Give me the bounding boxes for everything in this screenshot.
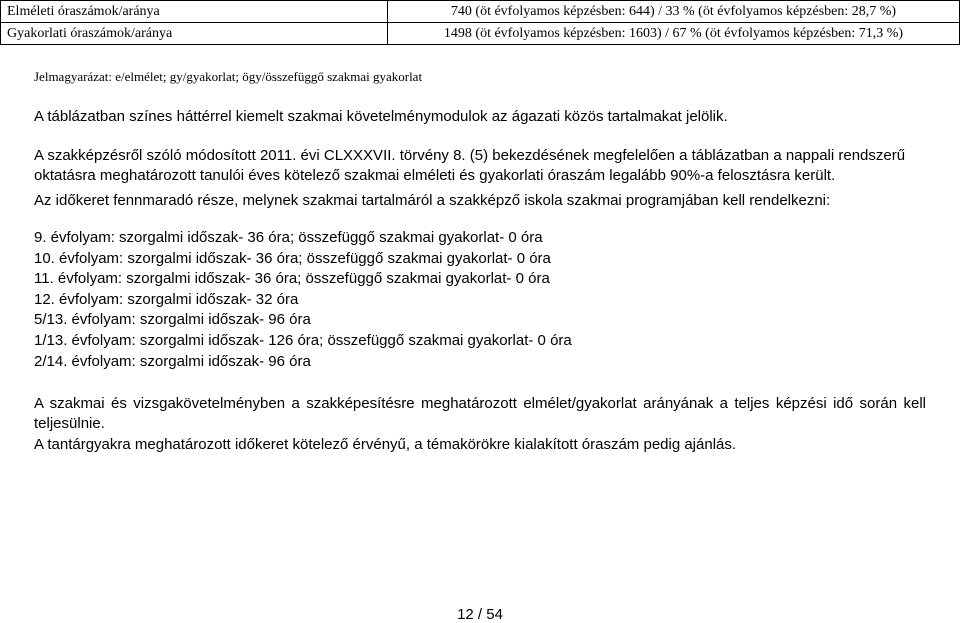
law-note-rest: (5) bekezdésének megfelelően a táblázatban a nappali rendszerű oktatásra meghatározott tanulói éves kötelező szakmai elméleti és gyakorlati óraszám legalább 90%-a felosztásra került. bbox=[34, 147, 906, 184]
table-row bbox=[1, 23, 960, 45]
table-row bbox=[1, 1, 960, 23]
theory-ratio-value: 740 (öt évfolyamos képzésben: 644) / 33 % (öt évfolyamos képzésben: 28,7 %) bbox=[388, 1, 960, 23]
practice-ratio-label: Gyakorlati óraszámok/aránya bbox=[1, 23, 388, 45]
law-note-prefix: A szakképzésről szóló módosított 2011. évi CLXXXVII. törvény 8. bbox=[34, 147, 466, 164]
list-item: 11. évfolyam: szorgalmi időszak- 36 óra; összefüggő szakmai gyakorlat- 0 óra bbox=[34, 270, 550, 288]
list-item: 2/14. évfolyam: szorgalmi időszak- 96 óra bbox=[34, 352, 311, 370]
page-number: 12 / 54 bbox=[457, 606, 503, 623]
legend-text: Jelmagyarázat: e/elmélet; gy/gyakorlat; ögy/összefüggő szakmai gyakorlat bbox=[34, 69, 423, 84]
list-item: 1/13. évfolyam: szorgalmi időszak- 126 óra; összefüggő szakmai gyakorlat- 0 óra bbox=[34, 331, 572, 349]
summary-paragraph: A szakmai és vizsgakövetelményben a szakképesítésre meghatározott elmélet/gyakorlat arányának a teljes képzési idő során kell teljesülnie. bbox=[34, 395, 926, 432]
law-note bbox=[34, 146, 926, 186]
theory-ratio-label: Elméleti óraszámok/aránya bbox=[1, 1, 388, 23]
list-item: 5/13. évfolyam: szorgalmi időszak- 96 óra bbox=[34, 311, 311, 329]
colored-modules-note: A táblázatban színes háttérrel kiemelt szakmai követelménymodulok az ágazati közös tartalmakat jelölik. bbox=[34, 108, 728, 125]
list-item: 9. évfolyam: szorgalmi időszak- 36 óra; összefüggő szakmai gyakorlat- 0 óra bbox=[34, 229, 543, 246]
summary-paragraph-2: A tantárgyakra meghatározott időkeret kötelező érvényű, a témakörökre kialakított óraszám pedig ajánlás. bbox=[34, 436, 737, 453]
remaining-time-note: Az időkeret fennmaradó része, melynek szakmai tartalmáról a szakképző iskola szakmai programjában kell rendelkezni: bbox=[34, 192, 831, 209]
list-item: 10. évfolyam: szorgalmi időszak- 36 óra; összefüggő szakmai gyakorlat- 0 óra bbox=[34, 249, 551, 267]
list-item: 12. évfolyam: szorgalmi időszak- 32 óra bbox=[34, 290, 299, 308]
ratio-table bbox=[0, 0, 960, 45]
practice-ratio-value: 1498 (öt évfolyamos képzésben: 1603) / 67 % (öt évfolyamos képzésben: 71,3 %) bbox=[388, 23, 960, 45]
hours-list bbox=[34, 228, 572, 372]
